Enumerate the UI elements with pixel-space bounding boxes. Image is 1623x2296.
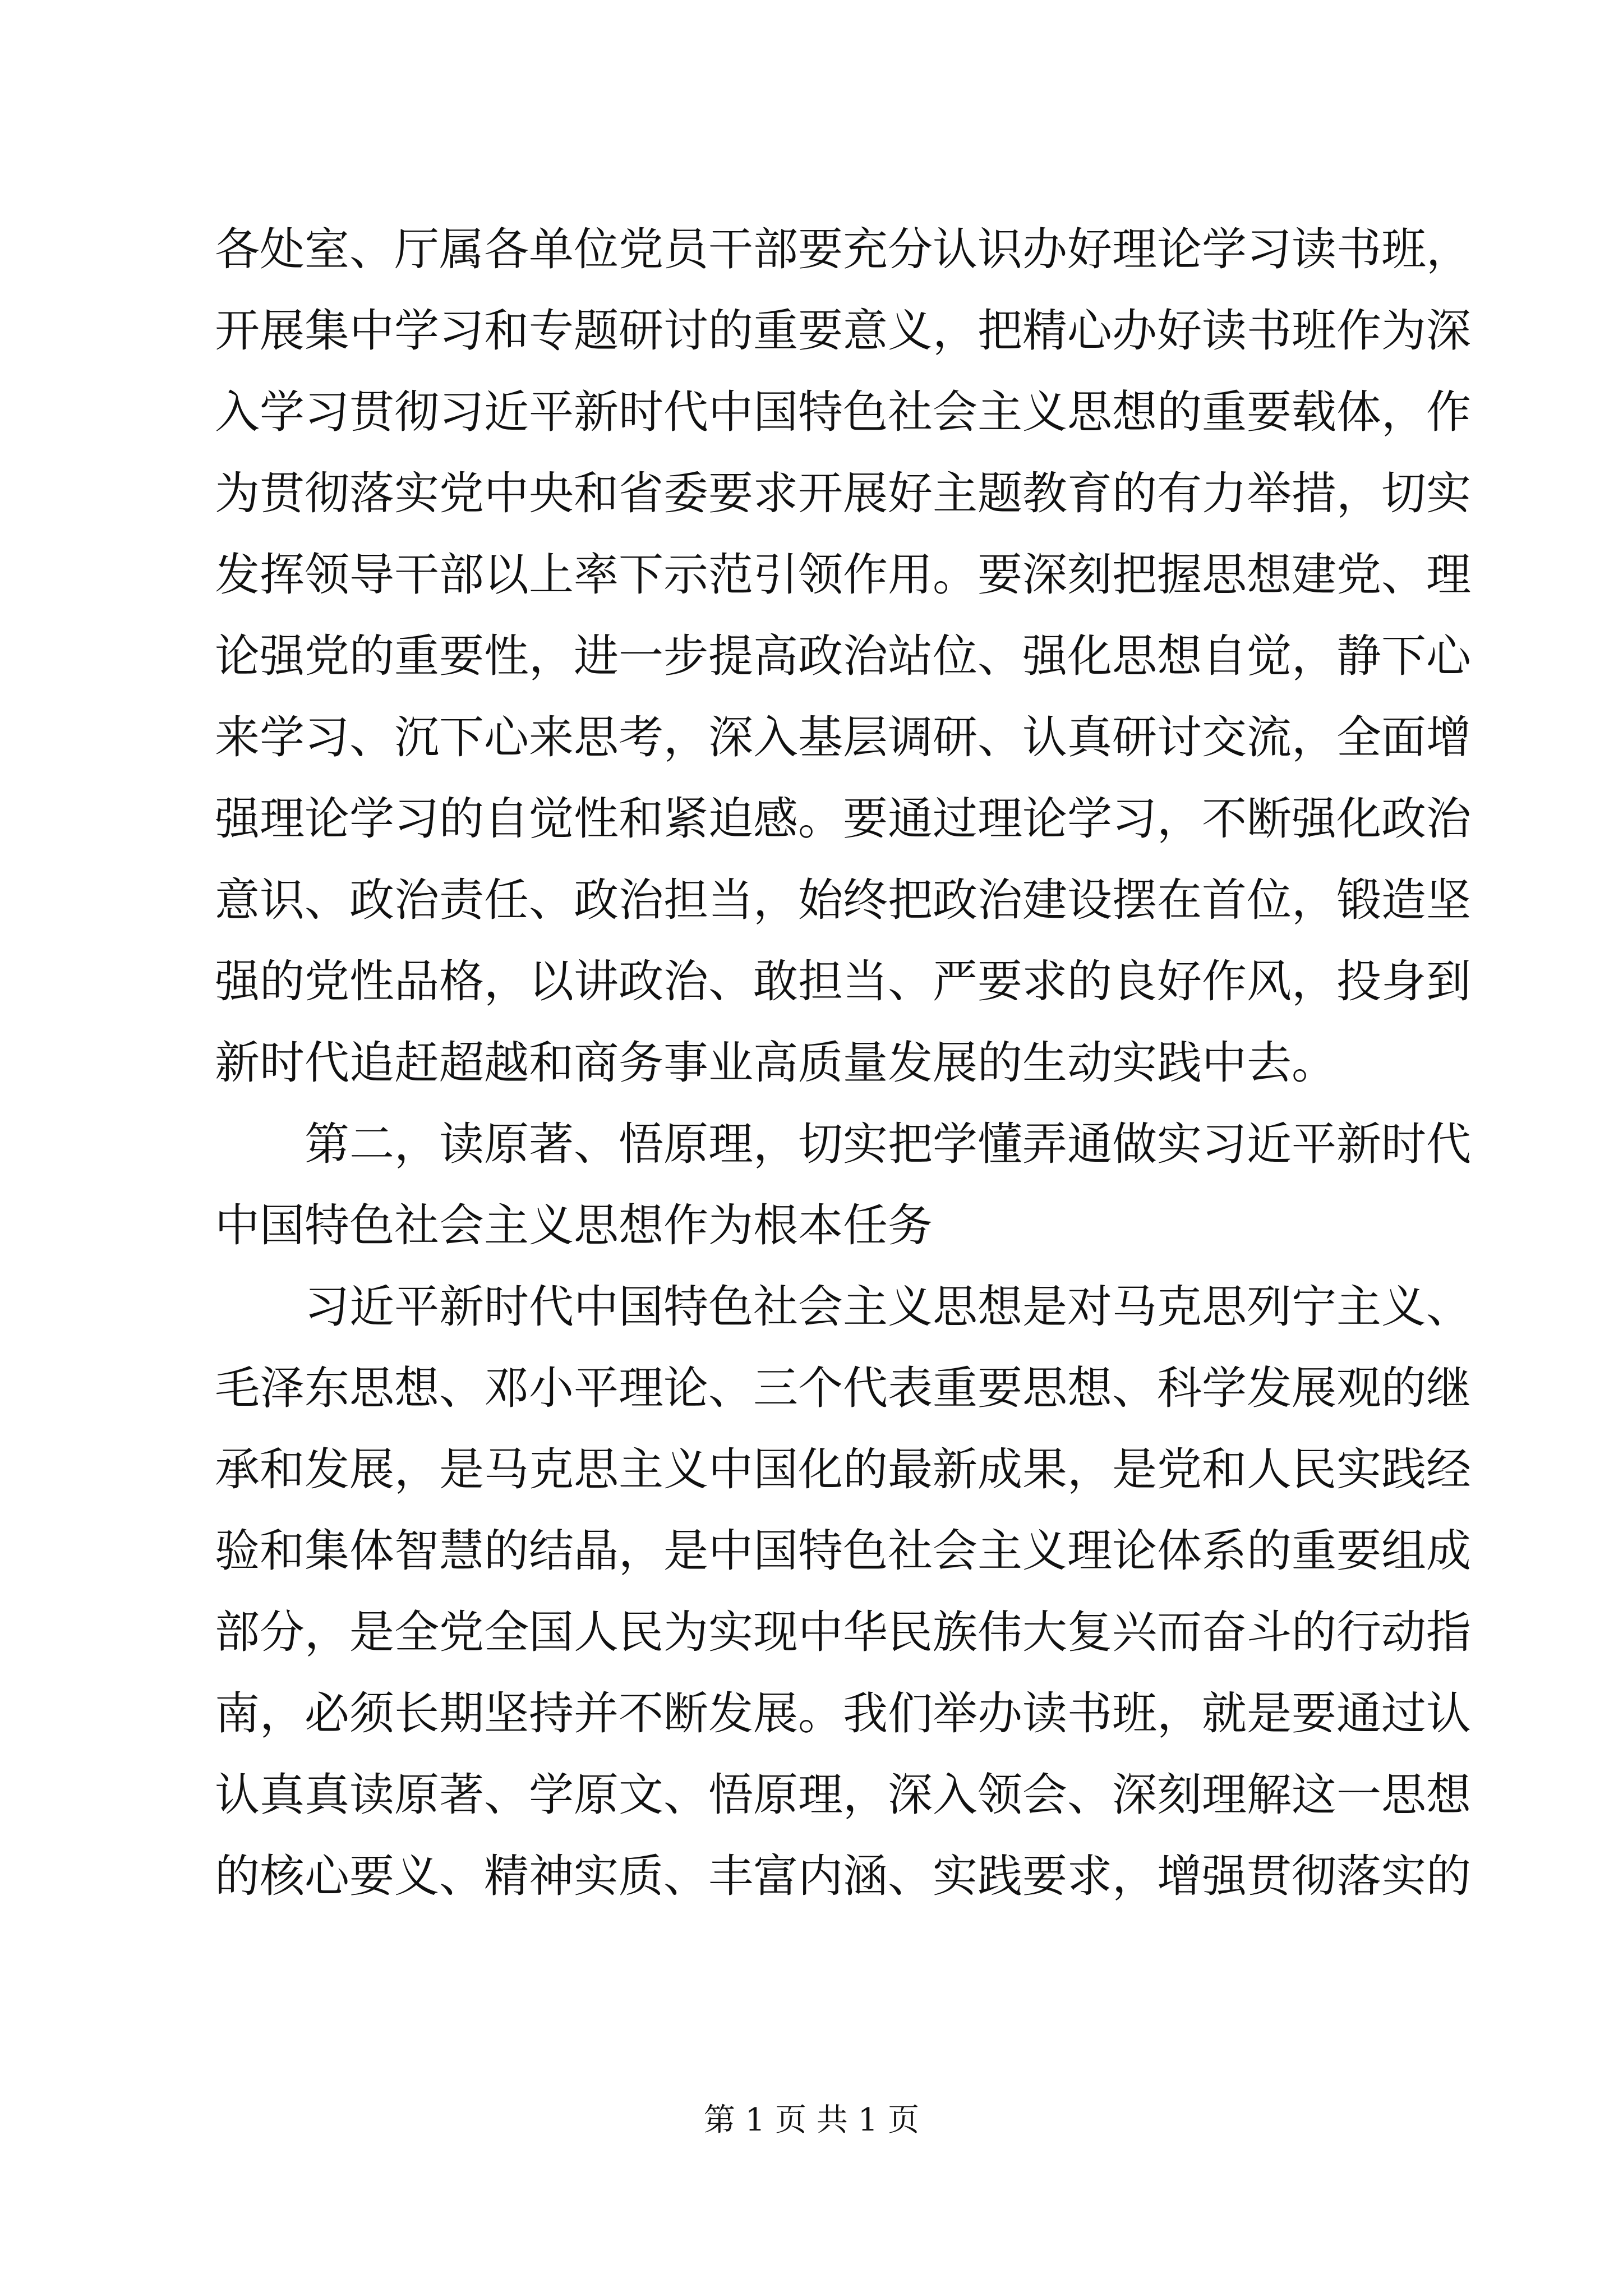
text-line: 强理论学习的自觉性和紧迫感。要通过理论学习，不断强化政治 (215, 793, 1471, 845)
section-heading-line: 第二，读原著、悟原理，切实把学懂弄通做实习近平新时代 (215, 1118, 1471, 1170)
text-line: 来学习、沉下心来思考，深入基层调研、认真研讨交流，全面增 (215, 711, 1471, 763)
section-heading-end-line: 中国特色社会主义思想作为根本任务 (215, 1199, 933, 1251)
text-line: 部分，是全党全国人民为实现中华民族伟大复兴而奋斗的行动指 (215, 1606, 1471, 1658)
page-footer (0, 2098, 1623, 2143)
text-line: 强的党性品格，以讲政治、敢担当、严要求的良好作风，投身到 (215, 955, 1471, 1007)
text-line: 意识、政治责任、政治担当，始终把政治建设摆在首位，锻造坚 (215, 874, 1471, 926)
text-line: 开展集中学习和专题研讨的重要意义，把精心办好读书班作为深 (215, 305, 1471, 357)
text-line: 南，必须长期坚持并不断发展。我们举办读书班，就是要通过认 (215, 1687, 1471, 1740)
text-line: 承和发展，是马克思主义中国化的最新成果，是党和人民实践经 (215, 1443, 1471, 1496)
text-line: 验和集体智慧的结晶，是中国特色社会主义理论体系的重要组成 (215, 1525, 1471, 1577)
text-line: 毛泽东思想、邓小平理论、三个代表重要思想、科学发展观的继 (215, 1362, 1471, 1414)
paragraph-end-line: 新时代追赶超越和商务事业高质量发展的生动实践中去。 (215, 1037, 1336, 1089)
text-line: 为贯彻落实党中央和省委要求开展好主题教育的有力举措，切实 (215, 467, 1471, 519)
text-line: 发挥领导干部以上率下示范引领作用。要深刻把握思想建党、理 (215, 549, 1471, 601)
text-line: 习近平新时代中国特色社会主义思想是对马克思列宁主义、 (215, 1281, 1471, 1333)
text-line: 的核心要义、精神实质、丰富内涵、实践要求，增强贯彻落实的 (215, 1850, 1471, 1902)
body-text (215, 209, 1471, 1917)
text-line: 入学习贯彻习近平新时代中国特色社会主义思想的重要载体，作 (215, 386, 1471, 438)
text-line: 论强党的重要性，进一步提高政治站位、强化思想自觉，静下心 (215, 630, 1471, 682)
page-number-label: 第 1 页 共 1 页 (703, 2102, 920, 2138)
text-line: 认真真读原著、学原文、悟原理，深入领会、深刻理解这一思想 (215, 1769, 1471, 1821)
text-line: 各处室、厅属各单位党员干部要充分认识办好理论学习读书班， (215, 223, 1471, 275)
